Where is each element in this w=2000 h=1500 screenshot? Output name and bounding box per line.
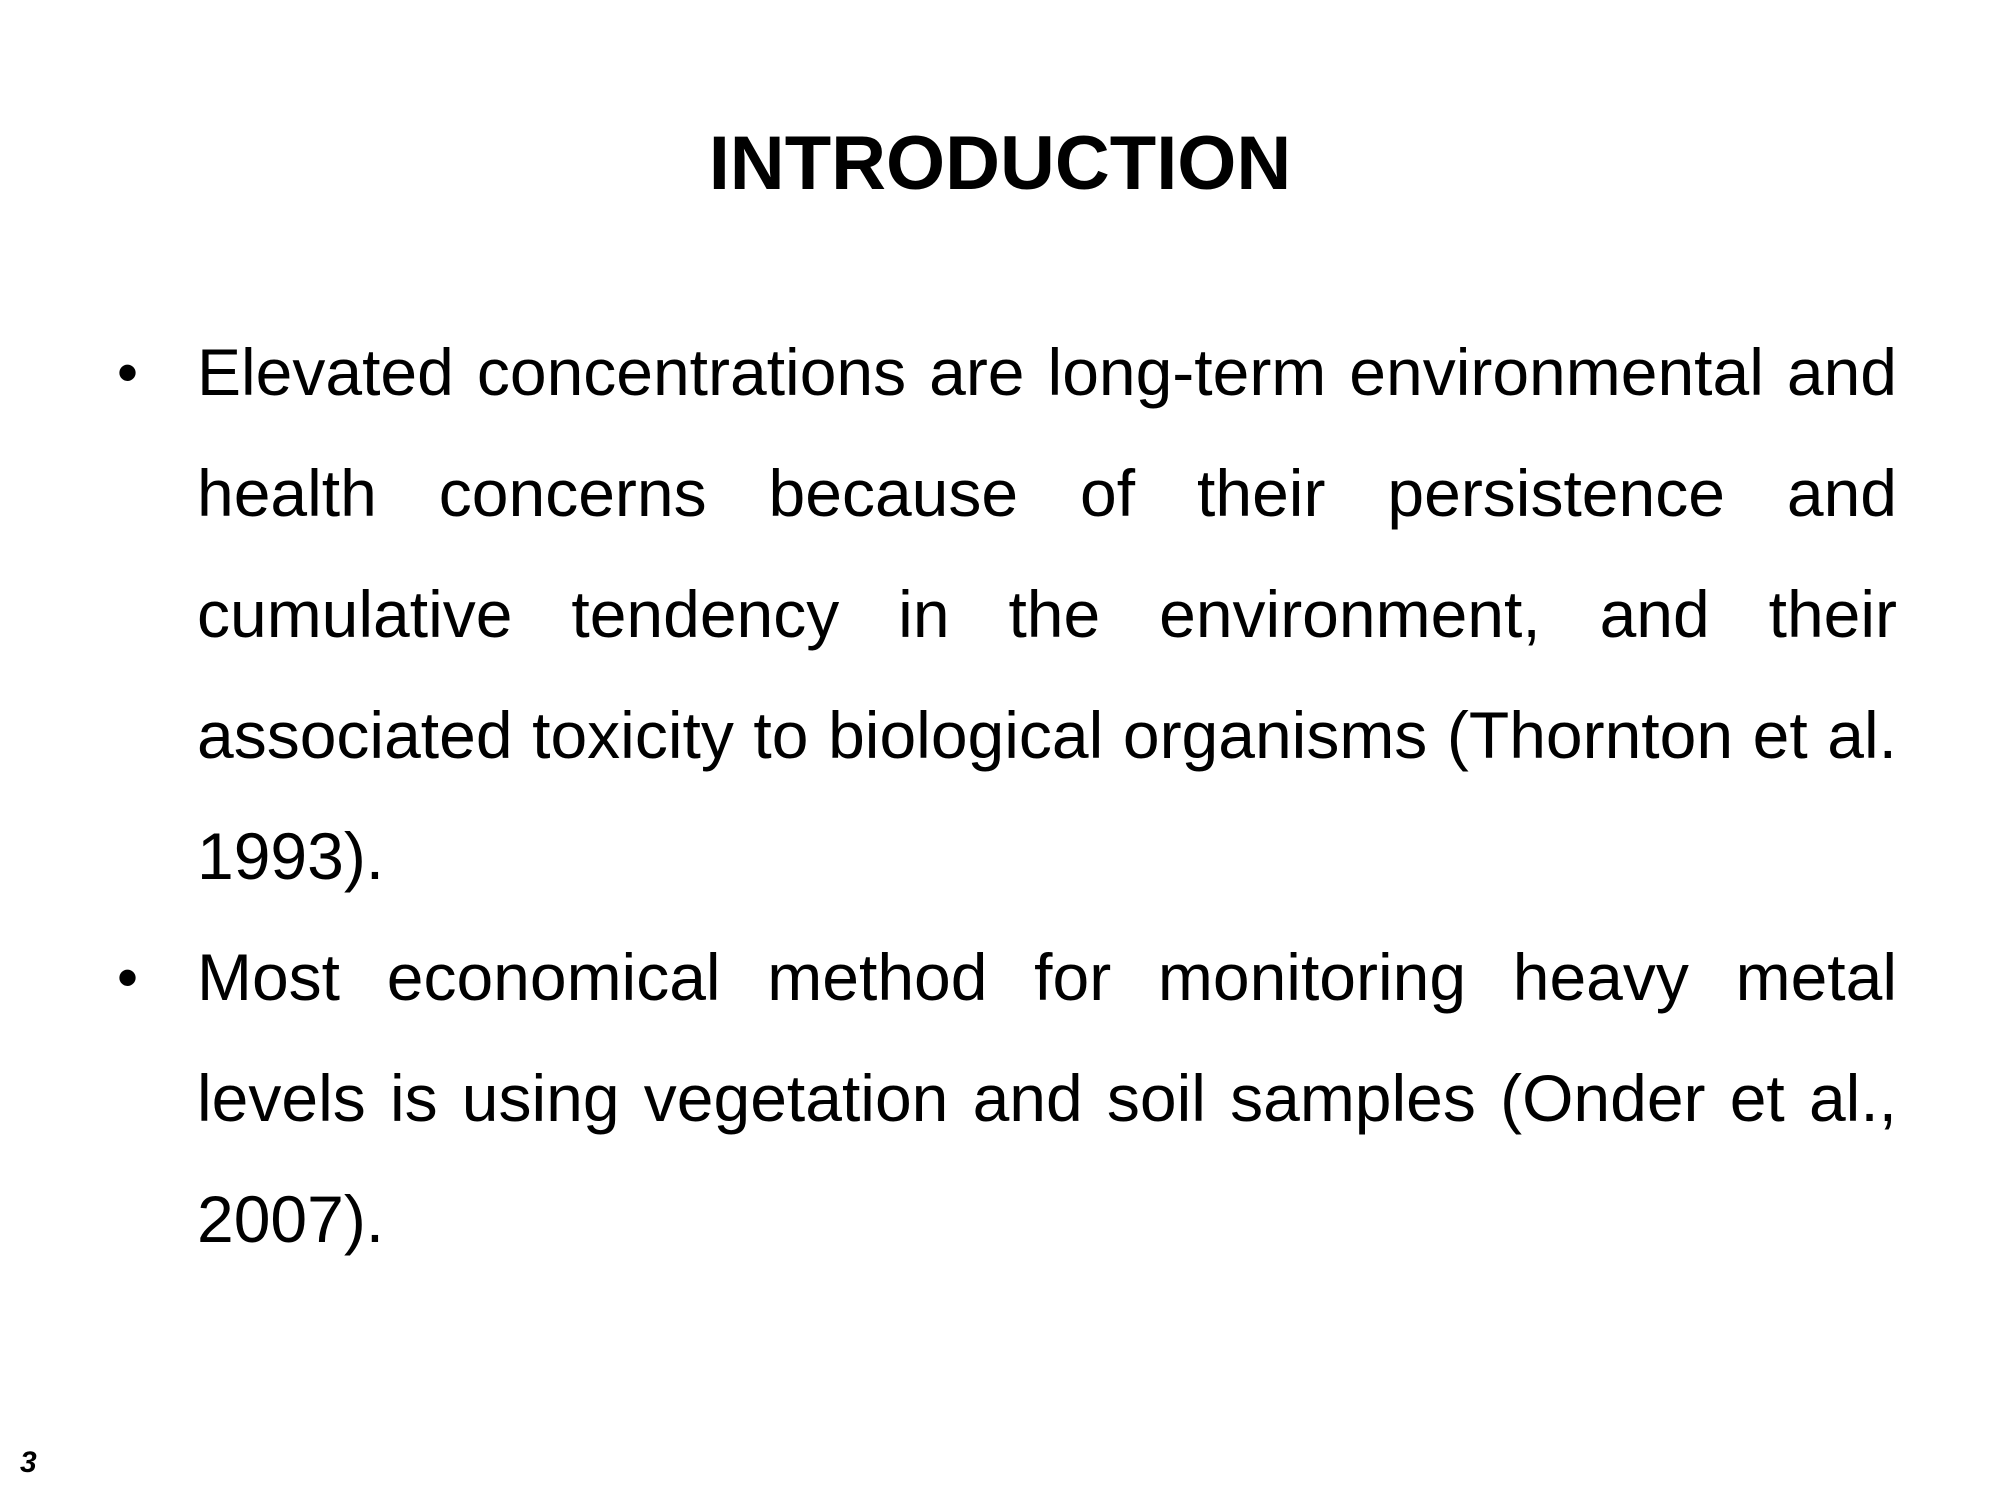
bullet-text: Most economical method for monitoring heavy metal levels is using vegetation and soil samples (Onder et al., 2007). — [197, 940, 1897, 1256]
bullet-item — [117, 312, 1897, 917]
bullet-item — [117, 917, 1897, 1280]
bullet-list — [117, 312, 1897, 1280]
slide-title: INTRODUCTION — [708, 121, 1292, 206]
bullet-text: Elevated concentrations are long-term environmental and health concerns because of their persistence and cumulative tendency in the environment, and their associated toxicity to biological organisms (Thornton et al. 1993). — [197, 335, 1897, 893]
page-number: 3 — [20, 1446, 37, 1479]
bullet-marker-icon: • — [117, 339, 139, 406]
bullet-marker-icon: • — [117, 944, 139, 1011]
